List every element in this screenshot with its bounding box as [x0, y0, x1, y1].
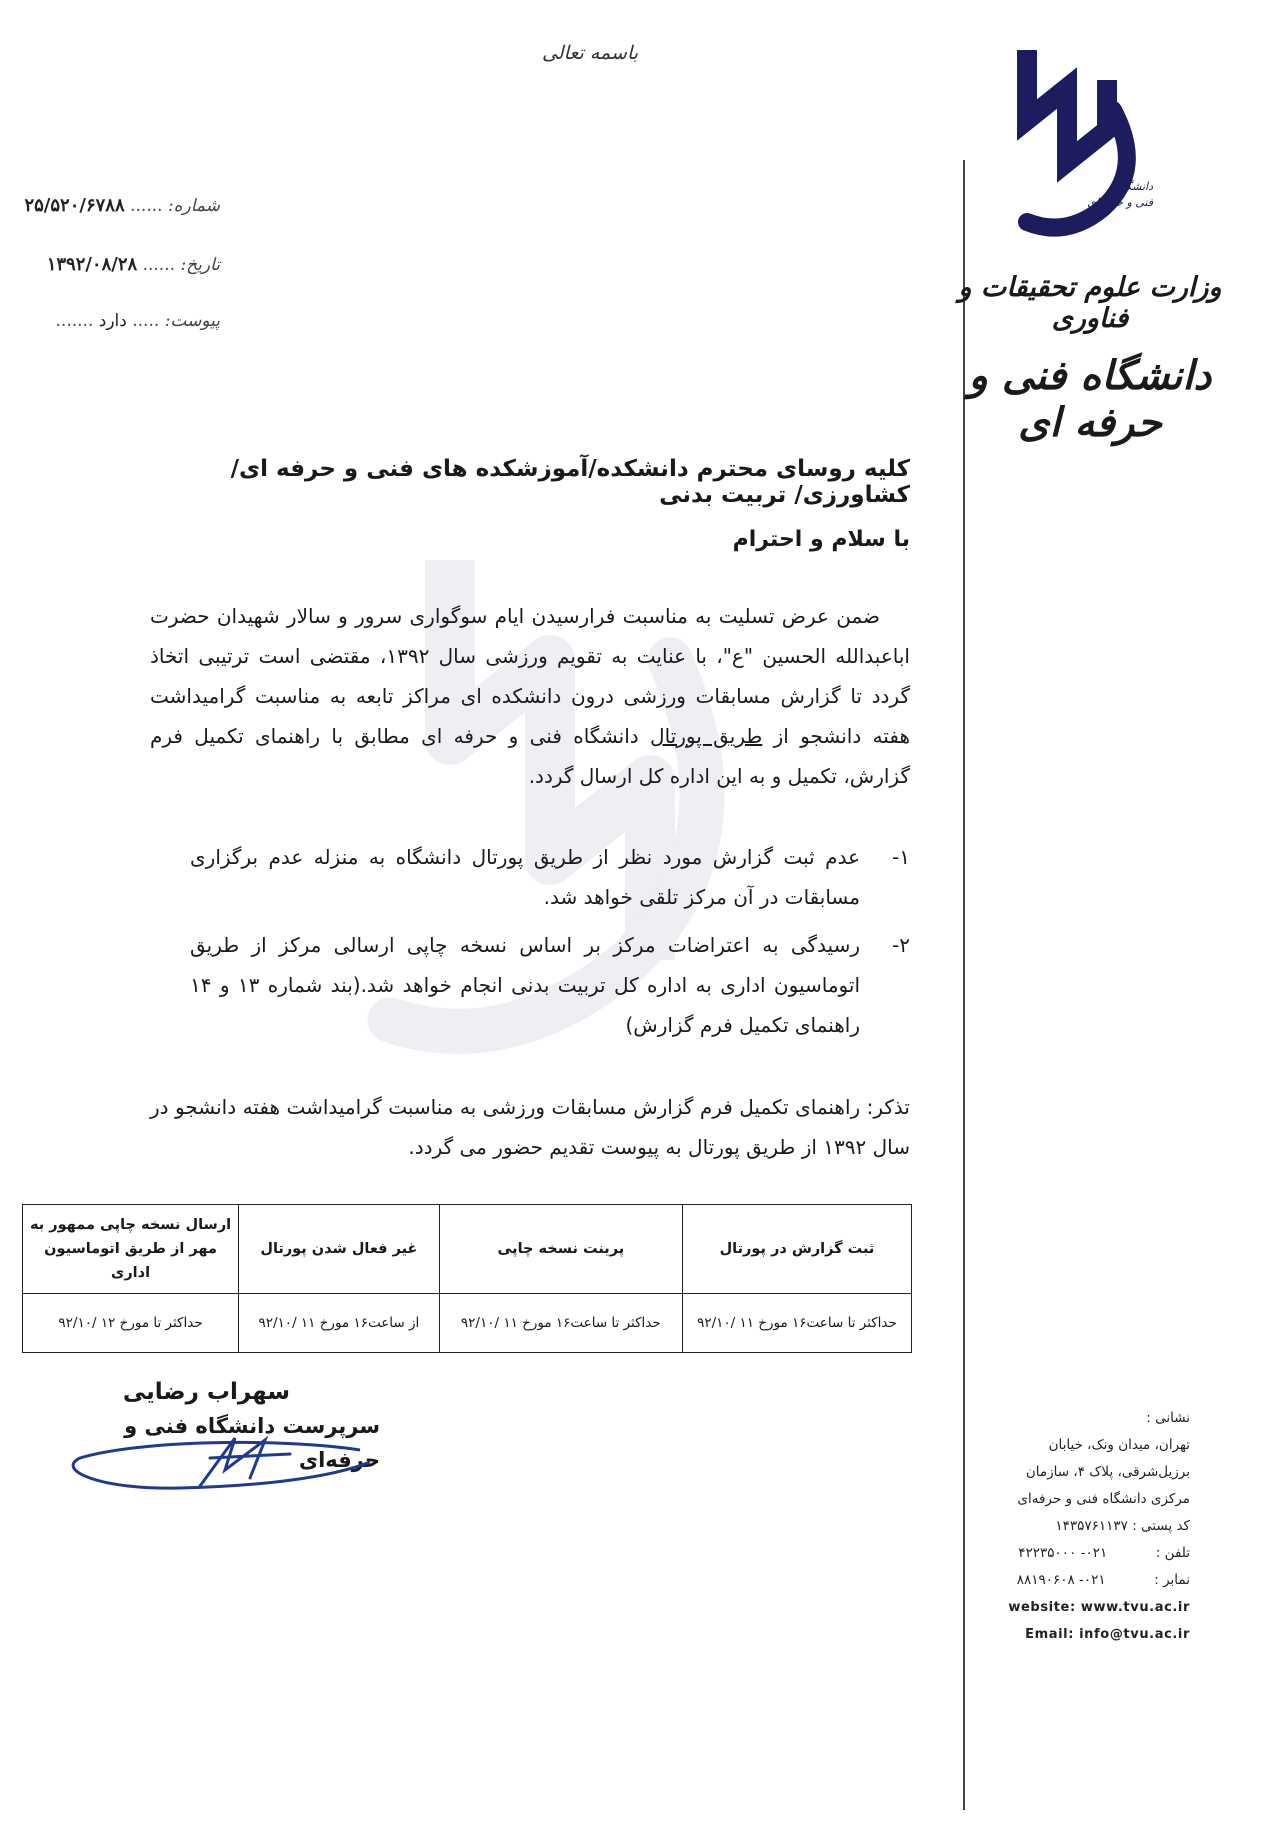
- postal-value: ۱۴۳۵۷۶۱۱۳۷: [1055, 1518, 1128, 1534]
- university-logo-icon: [1005, 40, 1155, 240]
- paragraph-part-2: دانشگاه فنی و حرفه ای مطابق با راهنمای تکمیل فرم گزارش، تکمیل و به این اداره کل ارسال گردد.: [150, 724, 910, 788]
- schedule-table: [22, 1204, 912, 1353]
- number-label: شماره:: [167, 196, 220, 216]
- fax-label: نمابر :: [1154, 1572, 1190, 1588]
- table-row: [23, 1294, 912, 1353]
- list-item-number: ۲-: [892, 933, 910, 957]
- phone-value: ۰۲۱- ۴۲۲۳۵۰۰۰: [1018, 1545, 1108, 1561]
- attachment-label: پیوست:: [164, 311, 220, 331]
- logo-caption-2: فنی و حرفه‌ای: [1087, 196, 1153, 209]
- address-block: [985, 1405, 1190, 1648]
- paragraph-part-1: ضمن عرض تسلیت به مناسبت فرارسیدن ایام سوگواری سرور و سالار شهیدان حضرت اباعبدالله الحسین "ع"، با عنایت به تقویم ورزشی سال ۱۳۹۲، مقتضی است ترتیبی اتخاذ گردد تا گزارش مسابقات ورزشی درون دانشکده ای مراکز تابعه به مناسبت گرامیداشت هفته دانشجو از: [150, 604, 911, 748]
- list-item-text: رسیدگی به اعتراضات مرکز بر اساس نسخه چاپی ارسالی مرکز از طریق اتوماسیون اداری به اداره کل تربیت بدنی انجام خواهد شد.(بند شماره ۱۳ و ۱۴ راهنمای تکمیل فرم گزارش): [190, 933, 861, 1037]
- logo-caption-1: دانشگاه: [1116, 180, 1153, 193]
- date-label: تاریخ:: [180, 255, 220, 275]
- table-header-cell: غیر فعال شدن پورتال: [239, 1205, 440, 1294]
- table-cell: حداکثر تا ساعت۱۶ مورخ ۱۱ /۹۲/۱۰: [682, 1294, 911, 1353]
- table-header-row: [23, 1205, 912, 1294]
- recipient-line: کلیه روسای محترم دانشکده/آموزشکده های فنی و حرفه ای/ کشاورزی/ تربیت بدنی: [230, 456, 910, 508]
- table-cell: حداکثر تا مورخ ۱۲ /۹۲/۱۰: [23, 1294, 239, 1353]
- table-cell: حداکثر تا ساعت۱۶ مورخ ۱۱ /۹۲/۱۰: [439, 1294, 682, 1353]
- list-item: [150, 925, 910, 1045]
- postal-code: [985, 1513, 1190, 1540]
- date-value: ۱۳۹۲/۰۸/۲۸: [46, 254, 138, 275]
- bismillah-heading: باسمه تعالی: [541, 42, 639, 64]
- attachment-value: دارد: [98, 311, 127, 331]
- address-line-1: تهران، میدان ونک، خیابان: [1048, 1437, 1190, 1453]
- list-item-number: ۱-: [892, 845, 910, 869]
- table-cell: از ساعت۱۶ مورخ ۱۱ /۹۲/۱۰: [239, 1294, 440, 1353]
- address-label: نشانی :: [1146, 1410, 1190, 1426]
- phone-label: تلفن :: [1155, 1545, 1190, 1561]
- letter-number: شماره: ...... ۲۵/۵۲۰/۶۷۸۸: [24, 195, 220, 216]
- ministry-name: وزارت علوم تحقیقات و فناوری: [958, 272, 1222, 334]
- website-link[interactable]: website: www.tvu.ac.ir: [1008, 1600, 1190, 1615]
- list-item: [150, 837, 910, 917]
- number-value: ۲۵/۵۲۰/۶۷۸۸: [24, 195, 125, 216]
- postal-label: کد پستی :: [1132, 1518, 1190, 1534]
- fax-value: ۰۲۱- ۸۸۱۹۰۶۰۸: [1016, 1572, 1106, 1588]
- list-item-text: عدم ثبت گزارش مورد نظر از طریق پورتال دانشگاه به منزله عدم برگزاری مسابقات در آن مرکز تلقی خواهد شد.: [190, 845, 860, 909]
- table-header-cell: ثبت گزارش در پورتال: [682, 1205, 911, 1294]
- table-header-cell: پرینت نسخه چاپی: [439, 1205, 682, 1294]
- university-name: دانشگاه فنی و حرفه ای: [968, 352, 1212, 446]
- fax: [985, 1567, 1190, 1594]
- greeting-line: با سلام و احترام: [732, 527, 910, 552]
- email-link[interactable]: Email: info@tvu.ac.ir: [1025, 1627, 1190, 1642]
- address-line-3: مرکزی دانشگاه فنی و حرفه‌ای: [1017, 1491, 1190, 1507]
- letter-date: تاریخ: ...... ۱۳۹۲/۰۸/۲۸: [46, 254, 220, 275]
- signer-name: سهراب رضایی: [122, 1379, 290, 1405]
- address-line-2: برزیل‌شرقی، پلاک ۴، سازمان: [1025, 1464, 1190, 1480]
- handwritten-signature-icon: [60, 1418, 380, 1498]
- main-paragraph: [150, 596, 910, 796]
- letter-attachment: پیوست: ..... دارد .......: [55, 311, 220, 331]
- table-header-cell: ارسال نسخه چاپی ممهور به مهر از طریق اتوماسیون اداری: [23, 1205, 239, 1294]
- note-paragraph: تذکر: راهنمای تکمیل فرم گزارش مسابقات ورزشی به مناسبت گرامیداشت هفته دانشجو در سال ۱۳۹۲ از طریق پورتال به پیوست تقدیم حضور می گردد.: [150, 1095, 910, 1159]
- phone: [985, 1540, 1190, 1567]
- portal-link[interactable]: طریق پورتال: [650, 724, 763, 748]
- signer-title: سرپرست دانشگاه فنی و حرفه‌ای: [124, 1414, 380, 1472]
